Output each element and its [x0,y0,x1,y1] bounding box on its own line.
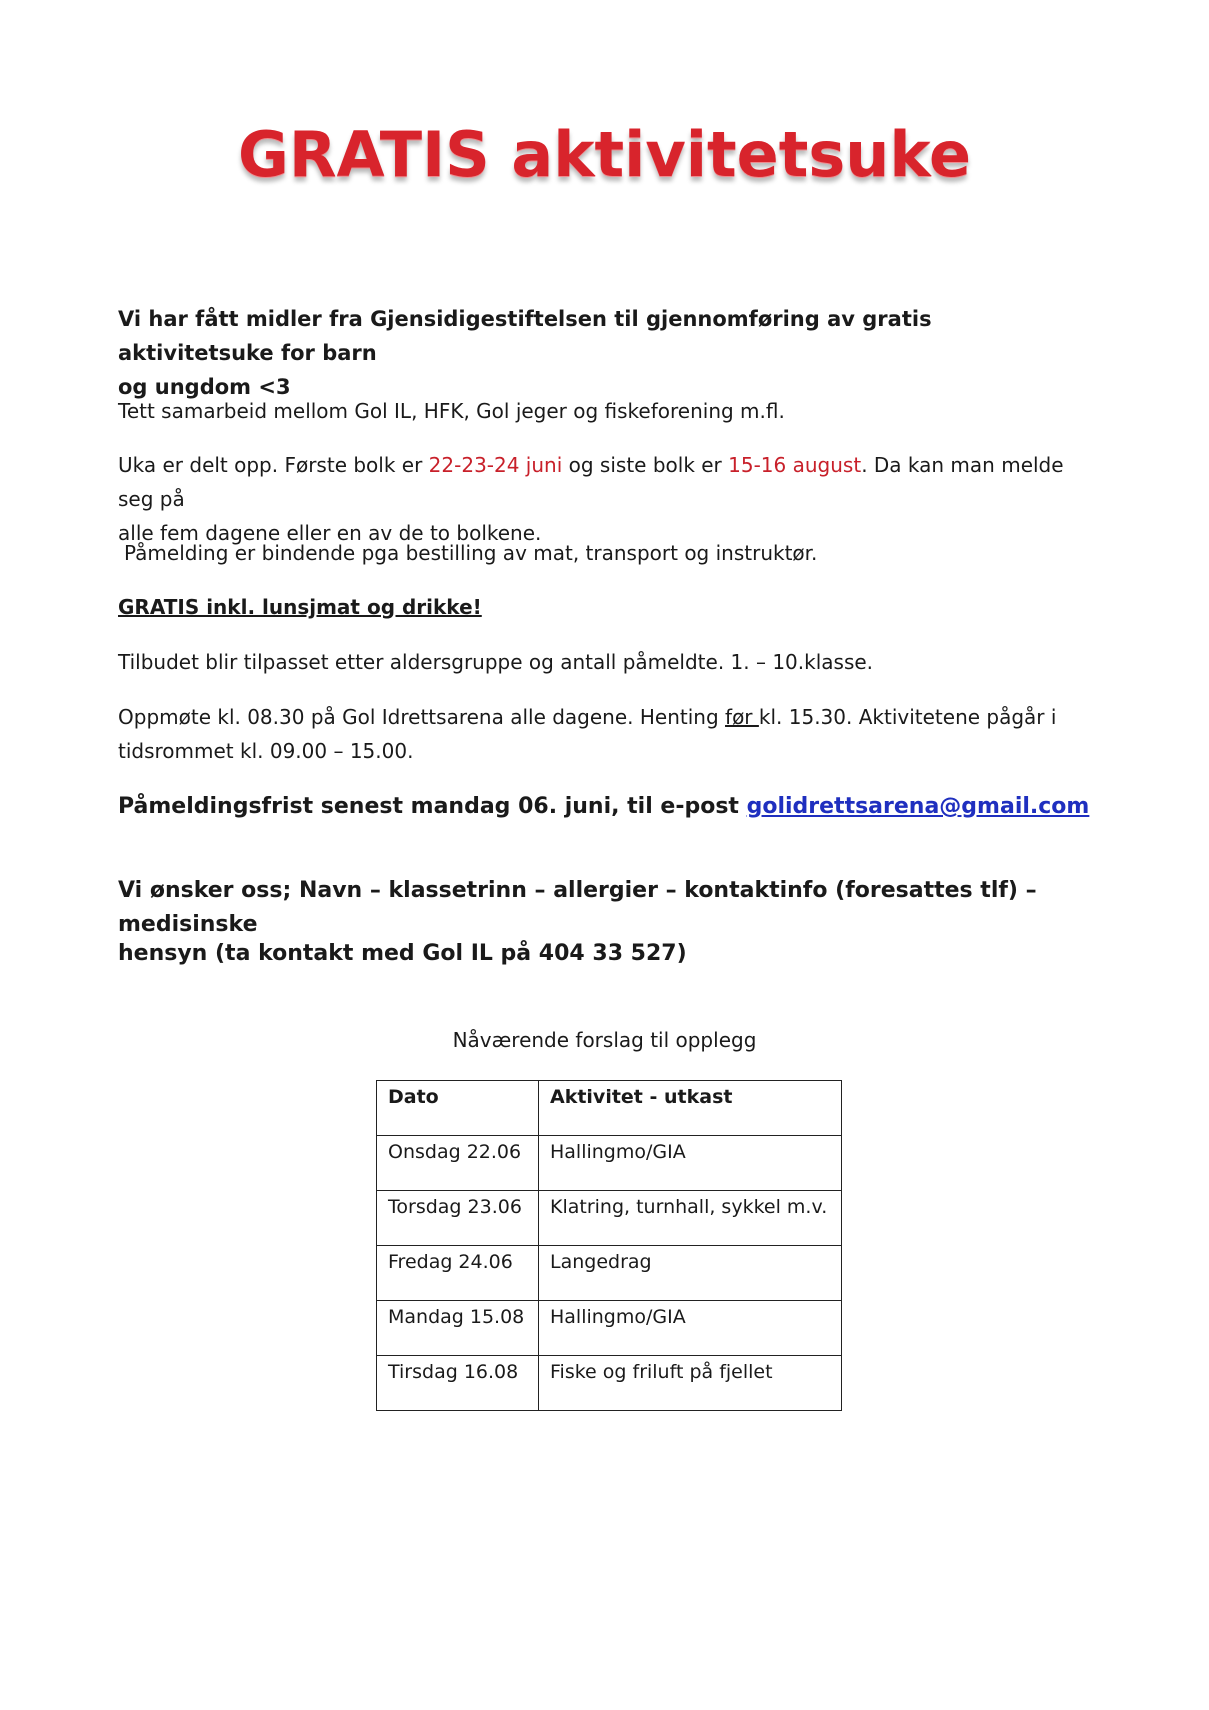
schedule-paragraph [118,448,1093,550]
activity-table [376,1080,842,1411]
wish-line-1: Vi ønsker oss; Navn – klassetrinn – allergier – kontaktinfo (foresattes tlf) – medisinske [118,878,1037,937]
row-date: Fredag 24.06 [377,1246,539,1301]
page-title: GRATIS aktivitetsuke [237,118,971,191]
meeting-before-word: før [725,705,759,729]
header-activity: Aktivitet - utkast [539,1081,842,1136]
meeting-paragraph [118,700,1093,768]
row-activity: Hallingmo/GIA [539,1136,842,1191]
table-caption: Nåværende forslag til opplegg [452,1028,757,1052]
free-lunch-note [118,590,1093,624]
row-date: Tirsdag 16.08 [377,1356,539,1411]
meeting-text-2: kl. 15.30. Aktivitetene pågår i [758,705,1057,729]
table-row [377,1356,842,1411]
table-row [377,1301,842,1356]
table-header-row [377,1081,842,1136]
offer-text: Tilbudet blir tilpasset etter aldersgruppe og antall påmeldte. 1. – 10.klasse. [118,650,874,674]
intro-paragraph [118,302,1093,404]
schedule-date-last: 15-16 august [728,453,862,477]
row-date: Mandag 15.08 [377,1301,539,1356]
deadline-paragraph [118,790,1093,824]
intro-line-1: Vi har fått midler fra Gjensidigestiftelsen til gjennomføring av gratis aktivitetsuke for barn [118,307,932,365]
row-date: Torsdag 23.06 [377,1191,539,1246]
deadline-text: Påmeldingsfrist senest mandag 06. juni, til e-post [118,794,747,819]
table-row [377,1246,842,1301]
schedule-text-2: og siste bolk er [562,453,729,477]
schedule-date-first: 22-23-24 juni [428,453,563,477]
email-link[interactable]: golidrettsarena@gmail.com [746,794,1090,819]
schedule-line-2: alle fem dagene eller en av de to bolkene. [118,521,542,545]
binding-text: Påmelding er bindende pga bestilling av mat, transport og instruktør. [124,541,818,565]
schedule-text-3: . Da kan man melde seg på [118,453,1064,511]
free-lunch-text: GRATIS inkl. lunsjmat og drikke! [118,595,482,619]
meeting-text-1: Oppmøte kl. 08.30 på Gol Idrettsarena alle dagene. Henting [118,705,726,729]
schedule-text-1: Uka er delt opp. Første bolk er [118,453,429,477]
row-activity: Langedrag [539,1246,842,1301]
intro-line-2: og ungdom <3 [118,375,291,399]
table-row [377,1191,842,1246]
row-date: Onsdag 22.06 [377,1136,539,1191]
table-row [377,1136,842,1191]
header-date: Dato [377,1081,539,1136]
row-activity: Klatring, turnhall, sykkel m.v. [539,1191,842,1246]
row-activity: Fiske og friluft på fjellet [539,1356,842,1411]
wish-line-2: hensyn (ta kontakt med Gol IL på 404 33 527) [118,941,687,966]
meeting-line-2: tidsrommet kl. 09.00 – 15.00. [118,739,414,763]
row-activity: Hallingmo/GIA [539,1301,842,1356]
collaboration-text: Tett samarbeid mellom Gol IL, HFK, Gol jeger og fiskeforening m.fl. [118,399,785,423]
